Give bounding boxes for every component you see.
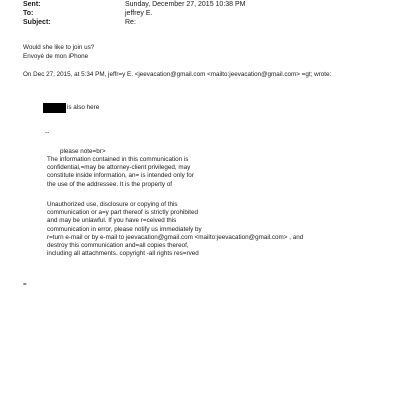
disclaimer-paragraph-2 (47, 201, 303, 258)
to-value: jeffrey E. (125, 10, 153, 17)
disclaimer-line: constitute inside information, an= is intended only for (47, 172, 194, 180)
disclaimer-line: The information contained in this communication is (47, 156, 189, 163)
to-row (23, 9, 383, 18)
please-note: please note=br> (60, 148, 106, 155)
disclaimer-line: confidential,=may be attorney-client privileged, may (47, 164, 191, 172)
disclaimer-paragraph-1 (47, 156, 194, 189)
subject-row (23, 18, 383, 27)
disclaimer-line: communication in error, please notify us immediately by (47, 225, 202, 233)
disclaimer-line: destroy this communication and=all copies thereof, (47, 242, 189, 250)
disclaimer-line: the use of the addressee. It is the property of (47, 180, 172, 188)
quote-header: On Dec 27, 2015, at 5:34 PM, jeffr=y E. <jeevacation@gmail.com <mailto:jeevacation@gmail.com> =gt; wrote: (23, 71, 332, 78)
reply-line-1: Would she like to join us? (23, 44, 95, 51)
sent-label: Sent: (23, 1, 41, 8)
redaction-box (43, 103, 66, 113)
sent-row (23, 0, 383, 9)
disclaimer-line: Unauthorized use, disclosure or copying of this (47, 201, 178, 208)
disclaimer-line: r=turn e-mail or by e-mail to jeevacation@gmail.com <mailto:jeevacation@gmail.com> , and (47, 233, 304, 241)
subject-value: Re: (125, 19, 136, 26)
trailing-equals: = (23, 281, 27, 288)
reply-line-2: Envoyé de mon iPhone (23, 53, 89, 60)
sent-value: Sunday, December 27, 2015 10:38 PM (125, 1, 246, 8)
disclaimer-line: and may be unlawful. If you have r=ceived this (47, 217, 177, 225)
redacted-line-text: is also here (67, 104, 100, 111)
dash-separator: -- (45, 129, 50, 136)
disclaimer-line: including all attachments. copyright -all rights res=rved (47, 250, 199, 258)
disclaimer-line: communication or a=y part thereof is strictly prohibited (47, 209, 199, 217)
to-label: To: (23, 10, 34, 17)
subject-label: Subject: (23, 19, 51, 26)
